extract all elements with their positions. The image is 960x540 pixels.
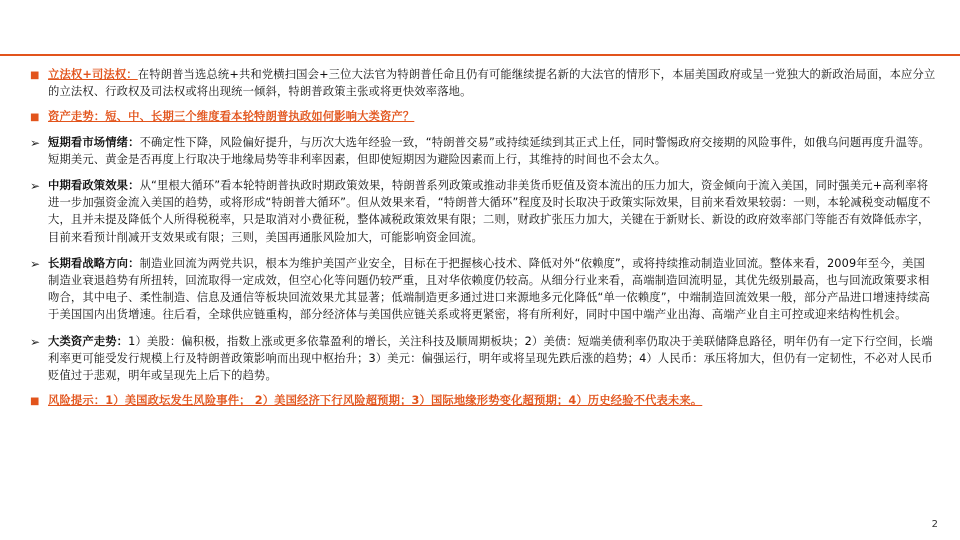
paragraph-text: 从“里根大循环”看本轮特朗普执政时期政策效果，特朗普系列政策或推动非美货币贬值及资本流出的压力加大，资金倾向于流入美国，同时强美元+高利率将进一步加强资金流入美国的趋势，或将形成“特朗普大循环”。但从效果来看，“特朗普大循环”程度及时长取决于政策实际效果，目前来看效果较弱：一则，本轮减税变动幅度不大，且并未提及降低个人所得税税率，只是取消对小费征税，整体减税政策效果有限；二则，财政扩张压力加大，关键在于新财长、新设的政府效率部门等能否有效降低赤字，目前来看预计削减开支效果或有限；三则，美国再通胀风险加大，可能影响资金回流。 [48,179,931,244]
paragraph-major-assets [30,333,936,385]
paragraph-legislative-judicial [30,66,936,100]
paragraph-label: 立法权+司法权： [48,68,138,81]
paragraph-short-term [30,134,936,168]
paragraph-label: 短期看市场情绪： [48,135,140,149]
paragraph-text: 不确定性下降，风险偏好提升，与历次大选年经验一致，“特朗普交易”或持续延续到其正式上任，同时警惕政府交接期的风险事件，如俄乌问题再度升温等。短期美元、黄金是否再度上行取决于地缘局势等非利率因素，但即使短期因为避险因素而上行，其维持的时间也不会太久。 [48,135,930,166]
paragraph-label: 中期看政策效果： [48,179,140,193]
section-heading: 资产走势：短、中、长期三个维度看本轮特朗普执政如何影响大类资产？ [48,110,415,124]
arrow-bullet-icon: ➢ [30,334,41,349]
paragraph-label: 大类资产走势： [48,334,129,348]
paragraph-text: 制造业回流为两党共识，根本为维护美国产业安全，目标在于把握核心技术、降低对外“依赖度”，或将持续推动制造业回流。整体来看，2009年至今，美国制造业衰退趋势有所扭转，回流取得一定成效，但空心化等问题仍较严重，且对华依赖度仍较高。从细分行业来看，高端制造回流明显，其优先级别最高，也与回流政策要求相吻合，其中电子、柔性制造、信息及通信等板块回流效果尤其显著；低端制造更多通过进口来源地多元化降低“单一依赖度”，中端制造回流效果一般，部分产品进口增速持续高于美国国内出货增速。往后看，全球供应链重构，部分经济体与美国供应链关系或将更紧密，将有所利好，同时中国中端产业出海、高端产业自主可控或迎来结构性机会。 [48,256,930,322]
square-bullet-icon: ■ [30,70,40,81]
risk-warning-text: 风险提示：1）美国政坛发生风险事件； 2）美国经济下行风险超预期；3）国际地缘形势变化超预期；4）历史经验不代表未来。 [48,394,703,408]
header-rule [0,54,960,56]
paragraph-text: 在特朗普当选总统+共和党横扫国会+三位大法官为特朗普任命且仍有可能继续提名新的大法官的情形下，本届美国政府或呈一党独大的新政治局面，本应分立的立法权、行政权及司法权或将出现统一倾斜，特朗普政策主张或将更快效率落地。 [48,68,936,99]
square-bullet-icon: ■ [30,396,40,408]
paragraph-long-term [30,255,936,324]
arrow-bullet-icon: ➢ [30,179,41,194]
page-number: 2 [931,519,938,530]
arrow-bullet-icon: ➢ [30,135,41,150]
arrow-bullet-icon: ➢ [30,256,41,271]
slide-body [30,66,936,409]
paragraph-text: 1）美股：偏积极，指数上涨或更多依靠盈利的增长，关注科技及顺周期板块；2）美债：短端美债利率仍取决于美联储降息路径，明年仍有一定下行空间，长端利率更可能受发行规模上行及特朗普政策影响而出现中枢抬升；3）美元：偏强运行，明年或将呈现先跌后涨的趋势；4）人民币：承压将加大，但仍有一定韧性，不必对人民币贬值过于悲观，明年或呈现先上后下的趋势。 [48,334,933,383]
risk-warning [30,392,936,409]
paragraph-medium-term [30,177,936,246]
section-heading-asset-trends [30,108,936,125]
square-bullet-icon: ■ [30,112,40,124]
paragraph-label: 长期看战略方向： [48,256,140,270]
